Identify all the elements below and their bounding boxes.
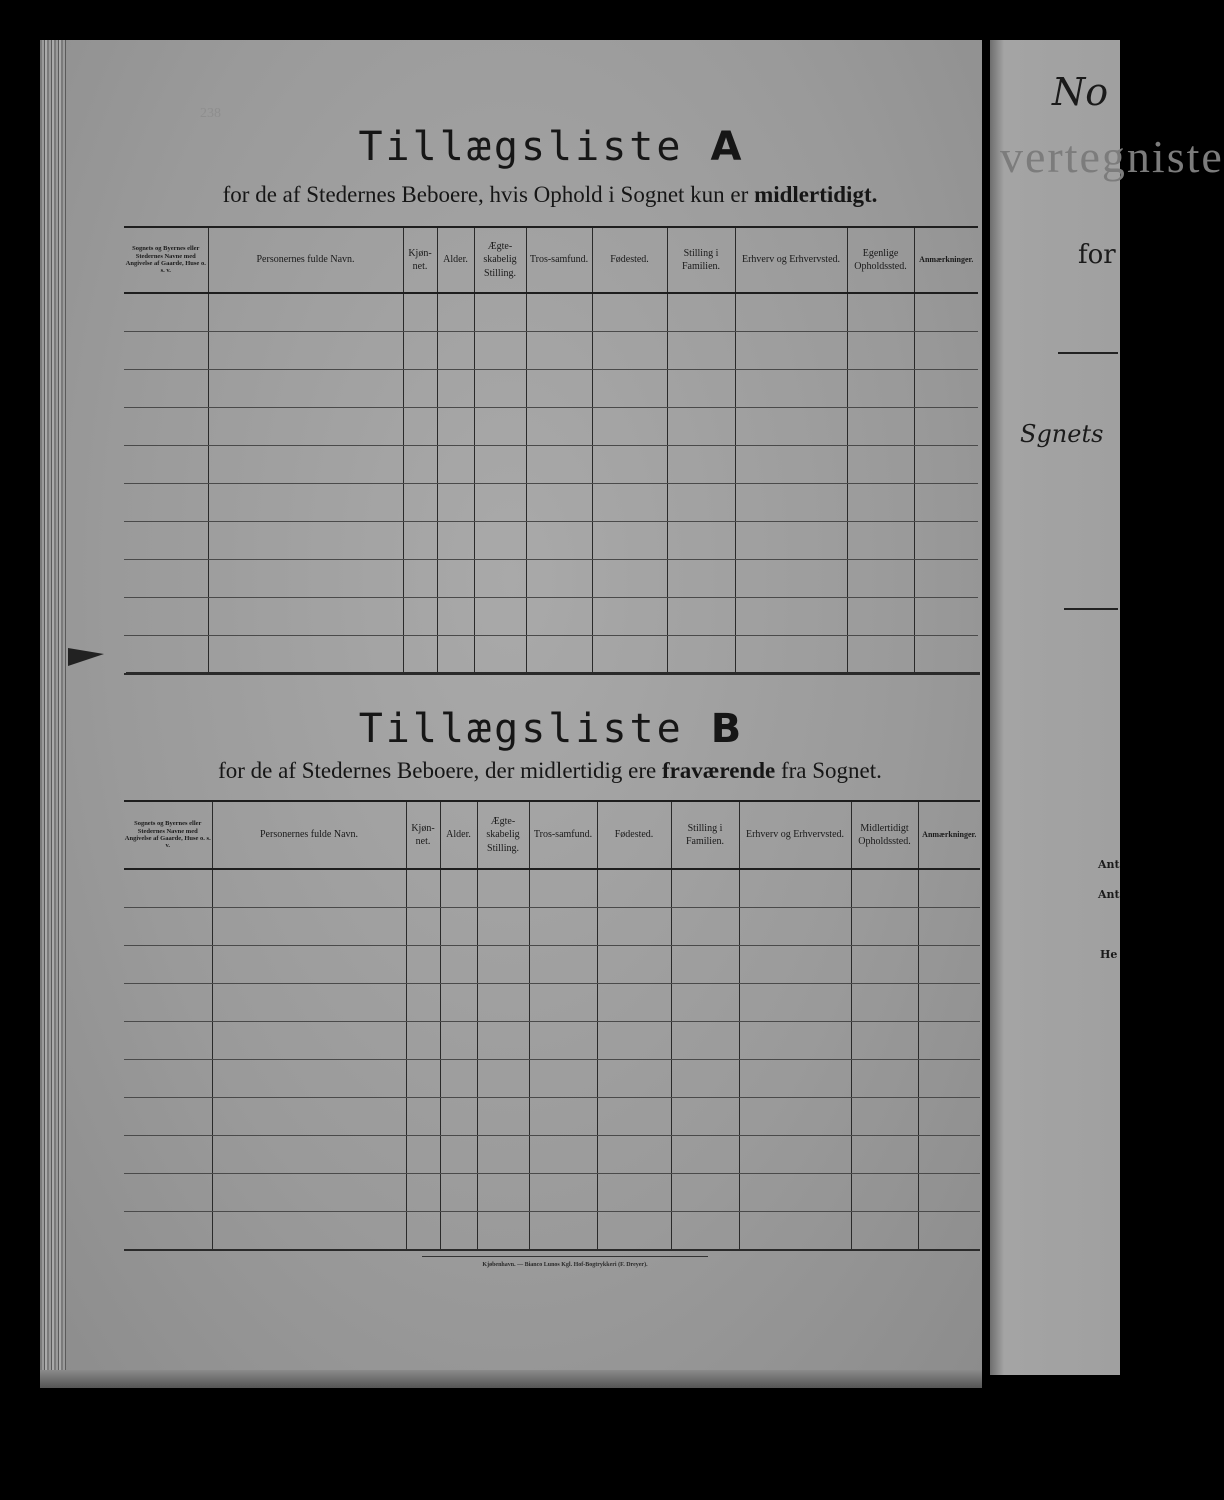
section-a-body — [124, 293, 978, 674]
section-b-col-header-1: Sognets og Byernes eller Stedernes Navne med Angivelse af Gaarde, Huse o. s. v. — [124, 801, 212, 869]
table-cell — [851, 1022, 918, 1060]
table-cell — [851, 1174, 918, 1212]
section-a-col-header-6: Tros-samfund. — [526, 227, 592, 293]
table-cell — [667, 484, 735, 522]
table-row — [124, 370, 978, 408]
table-cell — [437, 408, 474, 446]
table-cell — [847, 598, 914, 636]
table-cell — [474, 332, 526, 370]
table-cell — [914, 598, 978, 636]
table-cell — [440, 946, 477, 984]
table-cell — [914, 484, 978, 522]
table-cell — [667, 522, 735, 560]
table-cell — [406, 1060, 440, 1098]
table-cell — [477, 908, 529, 946]
table-cell — [477, 946, 529, 984]
table-cell — [735, 408, 847, 446]
table-cell — [474, 408, 526, 446]
section-b-subtitle — [120, 758, 980, 784]
table-cell — [847, 332, 914, 370]
table-row — [124, 446, 978, 484]
table-cell — [592, 293, 667, 332]
table-cell — [440, 1212, 477, 1251]
section-a-col-header-2: Personernes fulde Navn. — [208, 227, 403, 293]
table-cell — [406, 1098, 440, 1136]
right-page-handwriting: Sgnets — [1020, 420, 1104, 448]
table-cell — [403, 293, 437, 332]
table-cell — [735, 484, 847, 522]
table-cell — [406, 1022, 440, 1060]
table-cell — [847, 293, 914, 332]
table-cell — [403, 484, 437, 522]
table-cell — [529, 946, 597, 984]
table-row — [124, 1098, 980, 1136]
table-cell — [526, 332, 592, 370]
table-cell — [735, 293, 847, 332]
section-a-col-header-7: Fødested. — [592, 227, 667, 293]
table-cell — [592, 522, 667, 560]
table-row — [124, 1212, 980, 1251]
table-cell — [124, 332, 208, 370]
section-a-table — [124, 226, 978, 675]
table-cell — [529, 1098, 597, 1136]
section-a-header-row — [124, 227, 978, 293]
table-cell — [597, 869, 671, 908]
table-cell — [847, 408, 914, 446]
table-cell — [914, 446, 978, 484]
table-cell — [667, 446, 735, 484]
table-cell — [208, 370, 403, 408]
table-cell — [667, 408, 735, 446]
table-row — [124, 598, 978, 636]
right-page-number-label: No — [1052, 70, 1109, 114]
table-cell — [406, 869, 440, 908]
table-cell — [403, 598, 437, 636]
imprint-rule — [422, 1256, 708, 1257]
table-cell — [597, 1098, 671, 1136]
table-cell — [437, 293, 474, 332]
section-b-col-header-2: Personernes fulde Navn. — [212, 801, 406, 869]
section-b-col-header-10: Midlertidigt Opholdssted. — [851, 801, 918, 869]
table-cell — [208, 446, 403, 484]
section-a-subtitle-bold: midlertidigt. — [754, 182, 878, 207]
section-a-col-header-3: Kjøn-net. — [403, 227, 437, 293]
table-cell — [735, 598, 847, 636]
table-cell — [592, 484, 667, 522]
table-cell — [914, 293, 978, 332]
table-cell — [406, 1212, 440, 1251]
table-cell — [597, 946, 671, 984]
table-cell — [403, 446, 437, 484]
table-cell — [212, 1174, 406, 1212]
table-cell — [851, 908, 918, 946]
table-cell — [440, 1060, 477, 1098]
table-cell — [592, 332, 667, 370]
table-cell — [529, 1136, 597, 1174]
table-cell — [474, 484, 526, 522]
table-cell — [597, 908, 671, 946]
table-cell — [597, 1212, 671, 1251]
table-cell — [739, 1212, 851, 1251]
table-cell — [124, 908, 212, 946]
table-cell — [474, 598, 526, 636]
table-cell — [851, 1136, 918, 1174]
right-page-fragment-1: Ant — [1098, 858, 1120, 871]
section-b-body — [124, 869, 980, 1250]
table-row — [124, 1136, 980, 1174]
table-cell — [592, 636, 667, 675]
section-b-col-header-3: Kjøn-net. — [406, 801, 440, 869]
table-row — [124, 1022, 980, 1060]
table-cell — [592, 598, 667, 636]
section-a-col-header-4: Alder. — [437, 227, 474, 293]
table-cell — [124, 946, 212, 984]
table-cell — [847, 370, 914, 408]
table-cell — [671, 908, 739, 946]
table-cell — [667, 560, 735, 598]
table-cell — [918, 984, 980, 1022]
table-cell — [437, 370, 474, 408]
section-b-col-header-11: Anmærkninger. — [918, 801, 980, 869]
table-cell — [671, 869, 739, 908]
table-cell — [208, 522, 403, 560]
table-cell — [474, 522, 526, 560]
page-bottom-edge — [40, 1370, 982, 1388]
table-cell — [437, 332, 474, 370]
section-a-title — [120, 124, 980, 170]
table-cell — [526, 522, 592, 560]
table-cell — [526, 293, 592, 332]
table-cell — [918, 908, 980, 946]
table-cell — [403, 636, 437, 675]
table-cell — [124, 1060, 212, 1098]
table-cell — [212, 1098, 406, 1136]
table-cell — [477, 869, 529, 908]
table-cell — [440, 984, 477, 1022]
table-cell — [739, 1136, 851, 1174]
section-a-title-letter: A — [710, 124, 742, 170]
table-cell — [124, 408, 208, 446]
table-cell — [403, 560, 437, 598]
table-cell — [526, 446, 592, 484]
table-cell — [529, 1174, 597, 1212]
section-a-subtitle-text: for de af Stedernes Beboere, hvis Ophold i Sognet kun er — [222, 182, 749, 207]
table-cell — [526, 636, 592, 675]
section-b-header-row — [124, 801, 980, 869]
table-cell — [851, 869, 918, 908]
table-cell — [739, 908, 851, 946]
table-cell — [406, 1174, 440, 1212]
table-cell — [667, 293, 735, 332]
table-row — [124, 560, 978, 598]
table-cell — [671, 1022, 739, 1060]
table-cell — [212, 908, 406, 946]
table-cell — [406, 1136, 440, 1174]
section-b-col-header-6: Tros-samfund. — [529, 801, 597, 869]
table-cell — [477, 1212, 529, 1251]
table-cell — [735, 446, 847, 484]
table-cell — [918, 869, 980, 908]
table-cell — [914, 636, 978, 675]
table-row — [124, 1174, 980, 1212]
table-cell — [526, 484, 592, 522]
section-b-subtitle-text: for de af Stedernes Beboere, der midlertidig ere — [218, 758, 657, 783]
table-cell — [474, 293, 526, 332]
table-cell — [914, 332, 978, 370]
table-cell — [739, 946, 851, 984]
table-cell — [529, 1212, 597, 1251]
table-cell — [208, 293, 403, 332]
table-cell — [529, 908, 597, 946]
table-cell — [918, 1136, 980, 1174]
table-cell — [597, 1060, 671, 1098]
table-row — [124, 293, 978, 332]
right-page-for-label: for — [1078, 240, 1116, 270]
table-cell — [914, 408, 978, 446]
right-page-fragment-2: Ant — [1098, 888, 1120, 901]
table-row — [124, 408, 978, 446]
page-number: 238 — [200, 106, 221, 121]
table-cell — [208, 598, 403, 636]
table-cell — [474, 636, 526, 675]
section-b-title — [120, 706, 980, 752]
table-cell — [440, 908, 477, 946]
table-row — [124, 946, 980, 984]
table-cell — [851, 984, 918, 1022]
table-row — [124, 332, 978, 370]
table-row — [124, 484, 978, 522]
table-cell — [212, 1060, 406, 1098]
right-page-fragment-3: He — [1100, 948, 1118, 961]
table-cell — [124, 869, 212, 908]
table-cell — [124, 560, 208, 598]
table-cell — [851, 946, 918, 984]
table-cell — [403, 332, 437, 370]
table-cell — [597, 984, 671, 1022]
table-cell — [437, 484, 474, 522]
table-row — [124, 522, 978, 560]
table-cell — [667, 636, 735, 675]
table-cell — [403, 408, 437, 446]
table-cell — [437, 446, 474, 484]
section-a-col-header-11: Anmærkninger. — [914, 227, 978, 293]
table-cell — [847, 484, 914, 522]
table-cell — [847, 446, 914, 484]
table-row — [124, 1060, 980, 1098]
table-cell — [735, 560, 847, 598]
section-a-col-header-10: Egenlige Opholdssted. — [847, 227, 914, 293]
table-cell — [208, 332, 403, 370]
table-cell — [437, 560, 474, 598]
section-a-col-header-9: Erhverv og Erhvervsted. — [735, 227, 847, 293]
table-cell — [914, 522, 978, 560]
table-cell — [406, 908, 440, 946]
table-cell — [477, 1022, 529, 1060]
table-cell — [406, 946, 440, 984]
table-cell — [212, 946, 406, 984]
table-cell — [671, 1098, 739, 1136]
table-cell — [597, 1136, 671, 1174]
section-a-col-header-5: Ægte-skabelig Stilling. — [474, 227, 526, 293]
table-cell — [212, 869, 406, 908]
table-cell — [440, 1022, 477, 1060]
table-cell — [474, 446, 526, 484]
table-cell — [851, 1212, 918, 1251]
table-cell — [406, 984, 440, 1022]
table-cell — [914, 560, 978, 598]
table-cell — [592, 370, 667, 408]
table-cell — [208, 560, 403, 598]
table-cell — [735, 332, 847, 370]
table-cell — [477, 1098, 529, 1136]
table-cell — [592, 446, 667, 484]
table-cell — [124, 1174, 212, 1212]
table-cell — [440, 1098, 477, 1136]
section-divider — [126, 672, 980, 675]
table-cell — [124, 598, 208, 636]
table-cell — [918, 1098, 980, 1136]
table-cell — [671, 984, 739, 1022]
page-tab-marker — [68, 648, 104, 666]
table-cell — [739, 1174, 851, 1212]
table-cell — [474, 370, 526, 408]
table-cell — [124, 522, 208, 560]
section-a-subtitle — [120, 182, 980, 208]
table-cell — [208, 408, 403, 446]
table-cell — [735, 370, 847, 408]
table-cell — [124, 1136, 212, 1174]
table-cell — [124, 1212, 212, 1251]
table-cell — [847, 522, 914, 560]
table-cell — [592, 560, 667, 598]
table-cell — [477, 1060, 529, 1098]
table-cell — [212, 984, 406, 1022]
table-cell — [477, 984, 529, 1022]
table-cell — [671, 1136, 739, 1174]
table-cell — [918, 1060, 980, 1098]
table-cell — [212, 1022, 406, 1060]
table-cell — [477, 1136, 529, 1174]
table-cell — [671, 1212, 739, 1251]
table-cell — [739, 1098, 851, 1136]
table-cell — [440, 869, 477, 908]
table-cell — [671, 946, 739, 984]
table-cell — [124, 636, 208, 675]
table-cell — [914, 370, 978, 408]
table-cell — [592, 408, 667, 446]
table-cell — [739, 1022, 851, 1060]
table-cell — [529, 1060, 597, 1098]
table-cell — [739, 1060, 851, 1098]
table-cell — [847, 560, 914, 598]
section-a-col-header-1: Sognets og Byernes eller Stedernes Navne med Angivelse af Gaarde, Huse o. s. v. — [124, 227, 208, 293]
table-cell — [124, 484, 208, 522]
section-b-table — [124, 800, 980, 1251]
table-cell — [124, 1098, 212, 1136]
table-cell — [526, 598, 592, 636]
table-cell — [437, 636, 474, 675]
right-page-rule-2 — [1064, 608, 1118, 610]
table-cell — [403, 522, 437, 560]
right-page-rule-1 — [1058, 352, 1118, 354]
table-cell — [124, 446, 208, 484]
section-b-subtitle-bold: fraværende — [661, 758, 776, 783]
table-cell — [851, 1060, 918, 1098]
section-b-title-main: Tillægsliste — [358, 706, 684, 752]
table-cell — [437, 522, 474, 560]
table-cell — [918, 1212, 980, 1251]
table-cell — [918, 1174, 980, 1212]
table-cell — [526, 560, 592, 598]
table-cell — [667, 332, 735, 370]
table-cell — [667, 370, 735, 408]
table-cell — [440, 1174, 477, 1212]
section-b-col-header-7: Fødested. — [597, 801, 671, 869]
table-cell — [529, 869, 597, 908]
table-cell — [597, 1174, 671, 1212]
table-row — [124, 984, 980, 1022]
table-cell — [735, 636, 847, 675]
table-cell — [739, 869, 851, 908]
table-cell — [739, 984, 851, 1022]
table-cell — [918, 946, 980, 984]
table-row — [124, 636, 978, 675]
table-cell — [851, 1098, 918, 1136]
table-cell — [124, 293, 208, 332]
table-cell — [212, 1136, 406, 1174]
table-cell — [477, 1174, 529, 1212]
printer-imprint: Kjøbenhavn. — Bianco Lunos Kgl. Hof-Bogtrykkeri (F. Dreyer). — [482, 1262, 648, 1268]
table-cell — [671, 1060, 739, 1098]
table-cell — [124, 1022, 212, 1060]
table-cell — [526, 370, 592, 408]
table-cell — [440, 1136, 477, 1174]
table-cell — [208, 484, 403, 522]
table-cell — [918, 1022, 980, 1060]
table-cell — [124, 984, 212, 1022]
table-cell — [667, 598, 735, 636]
table-cell — [597, 1022, 671, 1060]
table-cell — [437, 598, 474, 636]
table-cell — [526, 408, 592, 446]
section-a-col-header-8: Stilling i Familien. — [667, 227, 735, 293]
table-row — [124, 869, 980, 908]
section-a-title-main: Tillægsliste — [358, 124, 684, 170]
section-b-subtitle-end: fra Sognet. — [780, 758, 882, 783]
section-b-col-header-8: Stilling i Familien. — [671, 801, 739, 869]
table-cell — [124, 370, 208, 408]
table-cell — [847, 636, 914, 675]
table-cell — [212, 1212, 406, 1251]
table-cell — [529, 1022, 597, 1060]
section-b-col-header-4: Alder. — [440, 801, 477, 869]
table-cell — [671, 1174, 739, 1212]
section-b-col-header-9: Erhverv og Erhvervsted. — [739, 801, 851, 869]
section-b-col-header-5: Ægte-skabelig Stilling. — [477, 801, 529, 869]
table-cell — [208, 636, 403, 675]
section-b-title-letter: B — [710, 706, 742, 752]
table-cell — [529, 984, 597, 1022]
table-cell — [474, 560, 526, 598]
right-page-faint-heading: vertegniste — [1000, 131, 1224, 182]
page-edge-stack — [40, 40, 66, 1385]
table-cell — [403, 370, 437, 408]
table-cell — [735, 522, 847, 560]
table-row — [124, 908, 980, 946]
